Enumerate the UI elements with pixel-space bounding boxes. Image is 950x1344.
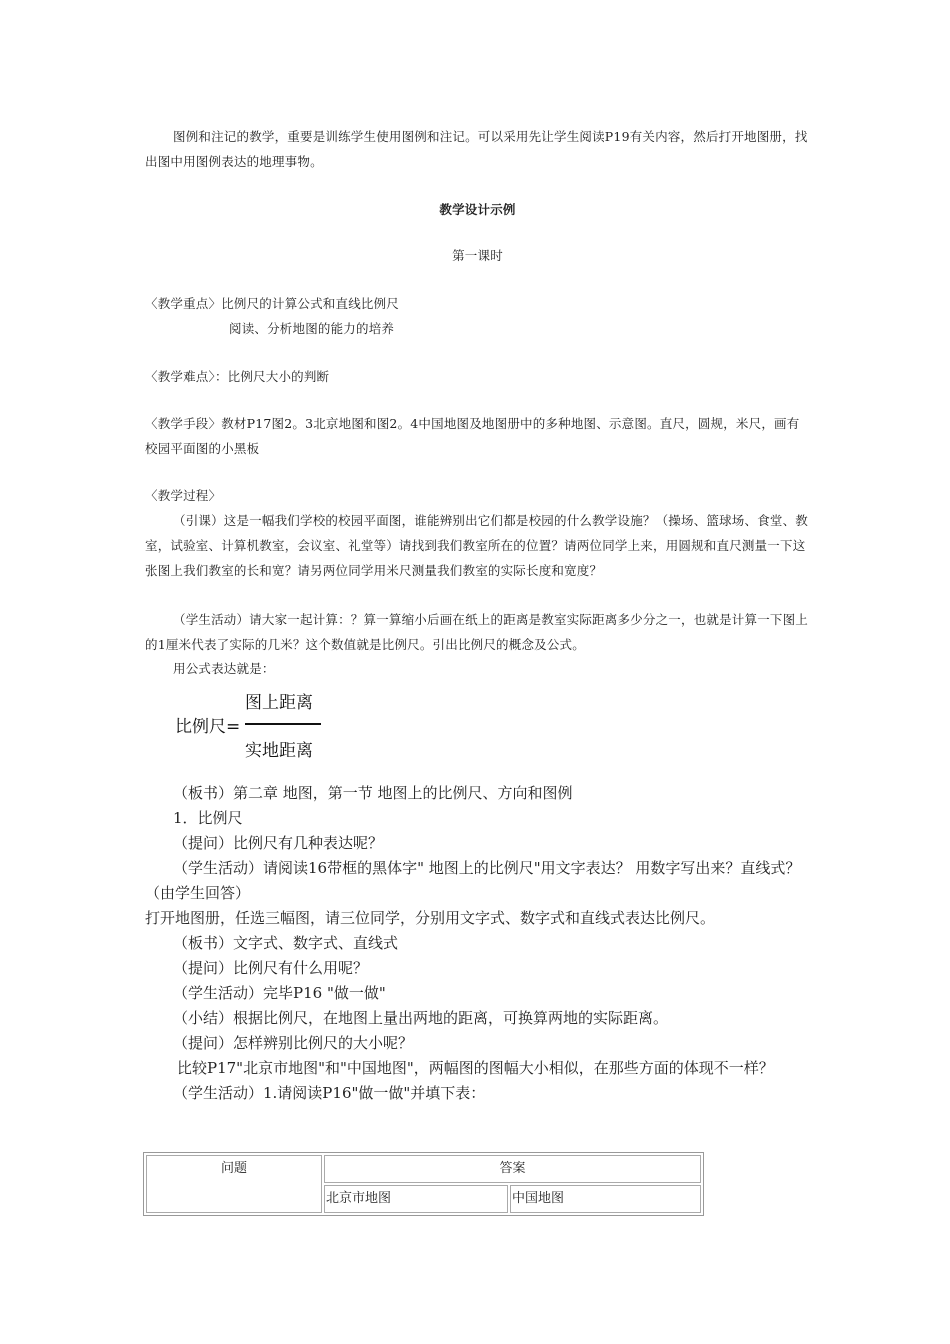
fraction-bar [245,723,321,725]
table-header-answer: 答案 [324,1155,701,1183]
board-note-1: （板书）第二章 地图，第一节 地图上的比例尺、方向和图例 [173,784,573,802]
student-activity-2: （学生活动）请阅读16带框的黑体字" 地图上的比例尺"用文字表达？ 用数字写出来？直线式？ （由学生回答） [145,859,801,902]
student-activity-4: （学生活动）1.请阅读P16"做一做"并填下表： [173,1084,486,1102]
question-2: （提问）比例尺有什么用呢？ [173,959,369,977]
lesson-body [145,781,810,1106]
student-activity-3: （学生活动）完毕P16 "做一做" [173,984,386,1002]
table-header-question: 问题 [146,1155,322,1213]
open-atlas-instruction: 打开地图册，任选三幅图，请三位同学，分别用文字式、数字式和直线式表达比例尺。 [145,909,716,927]
formula-numerator: 图上距离 [245,693,313,713]
section-heading: 教学设计示例 [439,202,516,217]
table-subheader-china: 中国地图 [510,1185,701,1213]
teaching-focus [145,291,810,341]
answer-table [143,1152,704,1216]
intro-class-paragraph: （引课）这是一幅我们学校的校园平面图，谁能辨别出它们都是校园的什么教学设施？（操场、篮球场、食堂、教室，试验室、计算机教室，会议室、礼堂等）请找到我们教室所在的位置？请两位同学上来，用圆规和直尺测量一下这张图上我们教室的长和宽？请另两位同学用米尺测量我们教室的实际长度和宽度？ [145,513,809,578]
teaching-focus-line-2: 阅读、分析地图的能力的培养 [229,321,395,336]
lesson-subheading: 第一课时 [452,248,503,263]
table-subheader-beijing: 北京市地图 [324,1185,508,1213]
formula-lhs: 比例尺= [175,717,241,737]
question-1: （提问）比例尺有几种表达呢？ [173,834,384,852]
question-3: （提问）怎样辨别比例尺的大小呢？ [173,1034,414,1052]
compare-maps: 比较P17"北京市地图"和"中国地图"，两幅图的图幅大小相似，在那些方面的体现不一样？ [177,1059,774,1077]
scale-formula [175,688,345,763]
teaching-process-title: 〈教学过程〉 [145,488,222,503]
summary-note: （小结）根据比例尺，在地图上量出两地的距离，可换算两地的实际距离。 [173,1009,669,1027]
teaching-means: 〈教学手段〉教材P17图2。3北京地图和图2。4中国地图及地图册中的多种地图、示意图。直尺，圆规，米尺，画有校园平面图的小黑板 [145,416,800,456]
formula-denominator: 实地距离 [245,741,313,761]
student-activity-1: （学生活动）请大家一起计算：？算一算缩小后画在纸上的距离是教室实际距离多少分之一，也就是计算一下图上的1厘米代表了实际的几米？这个数值就是比例尺。引出比例尺的概念及公式。 [145,612,809,652]
teaching-focus-line-1: 〈教学重点〉比例尺的计算公式和直线比例尺 [145,296,400,311]
item-scale: 1．比例尺 [173,809,243,827]
board-note-2: （板书）文字式、数字式、直线式 [173,934,399,952]
intro-paragraph: 图例和注记的教学，重要是训练学生使用图例和注记。可以采用先让学生阅读P19有关内容，然后打开地图册，找出图中用图例表达的地理事物。 [145,129,808,169]
teaching-difficulty: 〈教学难点〉：比例尺大小的判断 [145,369,330,384]
formula-intro: 用公式表达就是： [173,661,275,676]
